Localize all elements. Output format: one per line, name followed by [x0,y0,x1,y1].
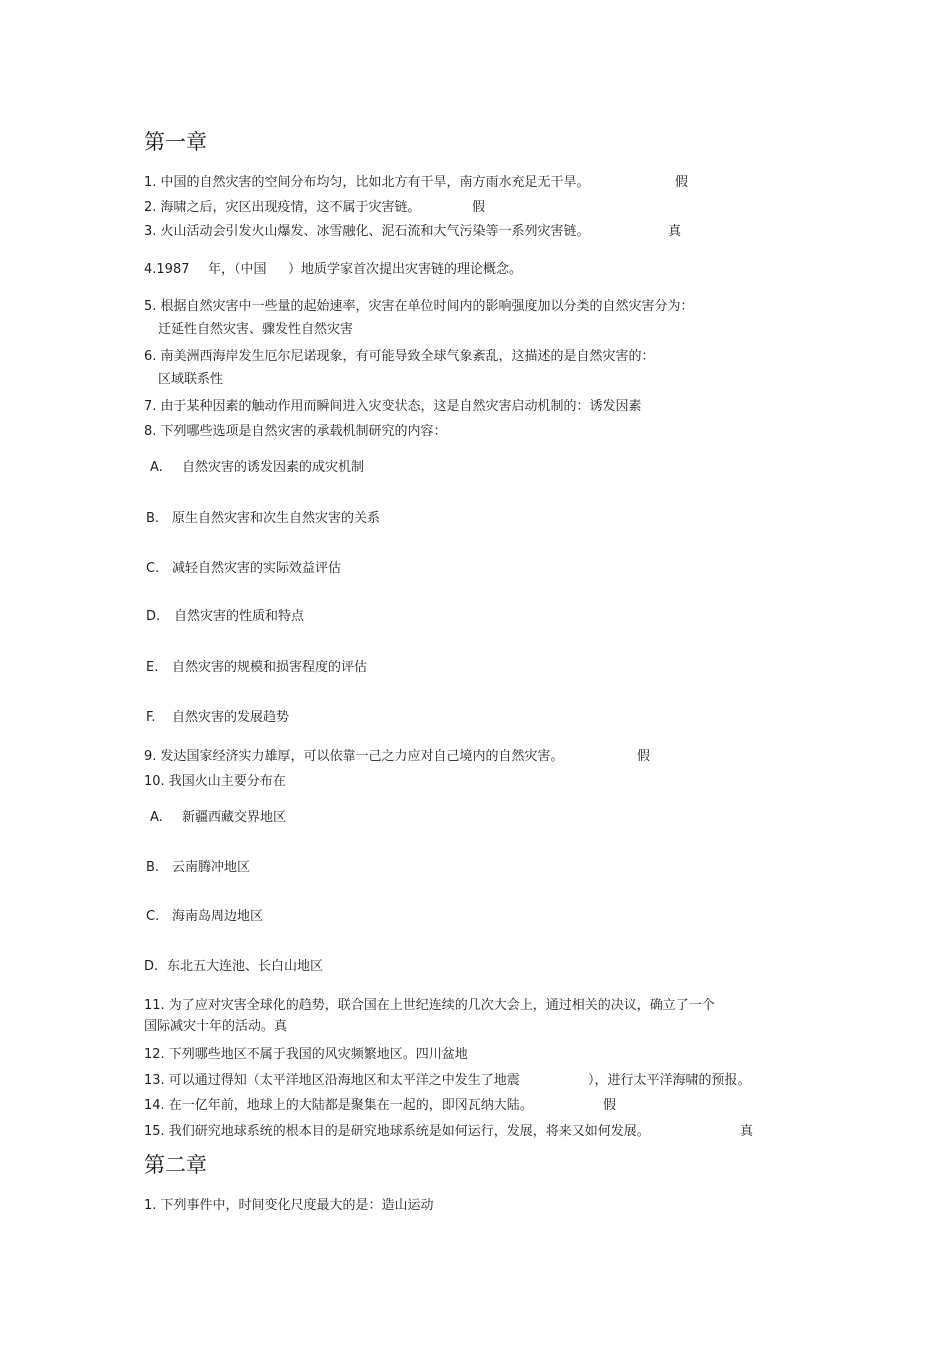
chapter-2-title: 第二章 [144,1153,207,1177]
question-13-end: ），进行太平洋海啸的预报。 [588,1073,751,1088]
option-text: 海南岛周边地区 [172,909,264,924]
option-text: 自然灾害的发展趋势 [172,710,290,725]
chapter-1-title: 第一章 [144,130,207,154]
question-13: 13. 可以通过得知（太平洋地区沿海地区和太平洋之中发生了地震 [144,1073,520,1088]
option-letter: C. [146,909,160,924]
question-14: 14. 在一亿年前，地球上的大陆都是聚集在一起的，即冈瓦纳大陆。 [144,1098,533,1113]
option-letter: D. [144,959,159,974]
question-5: 5. 根据自然灾害中一些量的起始速率，灾害在单位时间内的影响强度加以分类的自然灾害分为： [144,299,694,314]
option-letter: B. [146,860,160,875]
question-9: 9. 发达国家经济实力雄厚，可以依靠一己之力应对自己境内的自然灾害。 [144,749,564,764]
question-15-answer: 真 [740,1124,754,1139]
question-4-year: 4.1987 [144,262,190,277]
question-4-end: ）地质学家首次提出灾害链的理论概念。 [288,262,523,277]
option-letter: B. [146,511,160,526]
question-2-answer: 假 [472,200,486,215]
option-letter: D. [146,609,161,624]
question-1-answer: 假 [675,175,689,190]
option-letter: A. [150,460,163,475]
question-2: 2. 海啸之后，灾区出现疫情，这不属于灾害链。 [144,200,421,215]
question-14-answer: 假 [603,1098,617,1113]
option-text: 原生自然灾害和次生自然灾害的关系 [172,511,381,526]
option-text: 东北五大连池、长白山地区 [167,959,324,974]
option-letter: C. [146,561,160,576]
question-6-answer: 区域联系性 [158,372,224,387]
question-9-answer: 假 [637,749,651,764]
option-text: 自然灾害的诱发因素的成灾机制 [182,460,365,475]
option-letter: F. [146,710,156,725]
option-text: 减轻自然灾害的实际效益评估 [172,561,342,576]
option-text: 云南腾冲地区 [172,860,251,875]
question-3: 3. 火山活动会引发火山爆发、冰雪融化、泥石流和大气污染等一系列灾害链。 [144,224,590,239]
question-12: 12. 下列哪些地区不属于我国的风灾频繁地区。四川盆地 [144,1047,468,1062]
option-letter: A. [150,810,163,825]
option-letter: E. [146,660,159,675]
question-10: 10. 我国火山主要分布在 [144,774,286,789]
question-8: 8. 下列哪些选项是自然灾害的承载机制研究的内容： [144,424,447,439]
question-5-answer: 迁延性自然灾害、骤发性自然灾害 [158,322,354,337]
option-text: 自然灾害的规模和损害程度的评估 [172,660,368,675]
question-11-continued: 国际减灾十年的活动。真 [144,1019,288,1034]
question-4-middle: 年，（中国 [208,262,267,277]
question-3-answer: 真 [668,224,682,239]
question-7: 7. 由于某种因素的触动作用而瞬间进入灾变状态，这是自然灾害启动机制的：诱发因素 [144,399,642,414]
option-text: 新疆西藏交界地区 [182,810,287,825]
chapter-2-question-1: 1. 下列事件中，时间变化尺度最大的是：造山运动 [144,1198,434,1213]
question-15: 15. 我们研究地球系统的根本目的是研究地球系统是如何运行，发展，将来又如何发展。 [144,1124,650,1139]
question-1: 1. 中国的自然灾害的空间分布均匀，比如北方有干旱，南方雨水充足无干旱。 [144,175,590,190]
option-text: 自然灾害的性质和特点 [174,609,305,624]
question-11: 11. 为了应对灾害全球化的趋势，联合国在上世纪连续的几次大会上，通过相关的决议，确立了一个 [144,998,715,1013]
question-6: 6. 南美洲西海岸发生厄尔尼诺现象，有可能导致全球气象紊乱，这描述的是自然灾害的： [144,349,655,364]
